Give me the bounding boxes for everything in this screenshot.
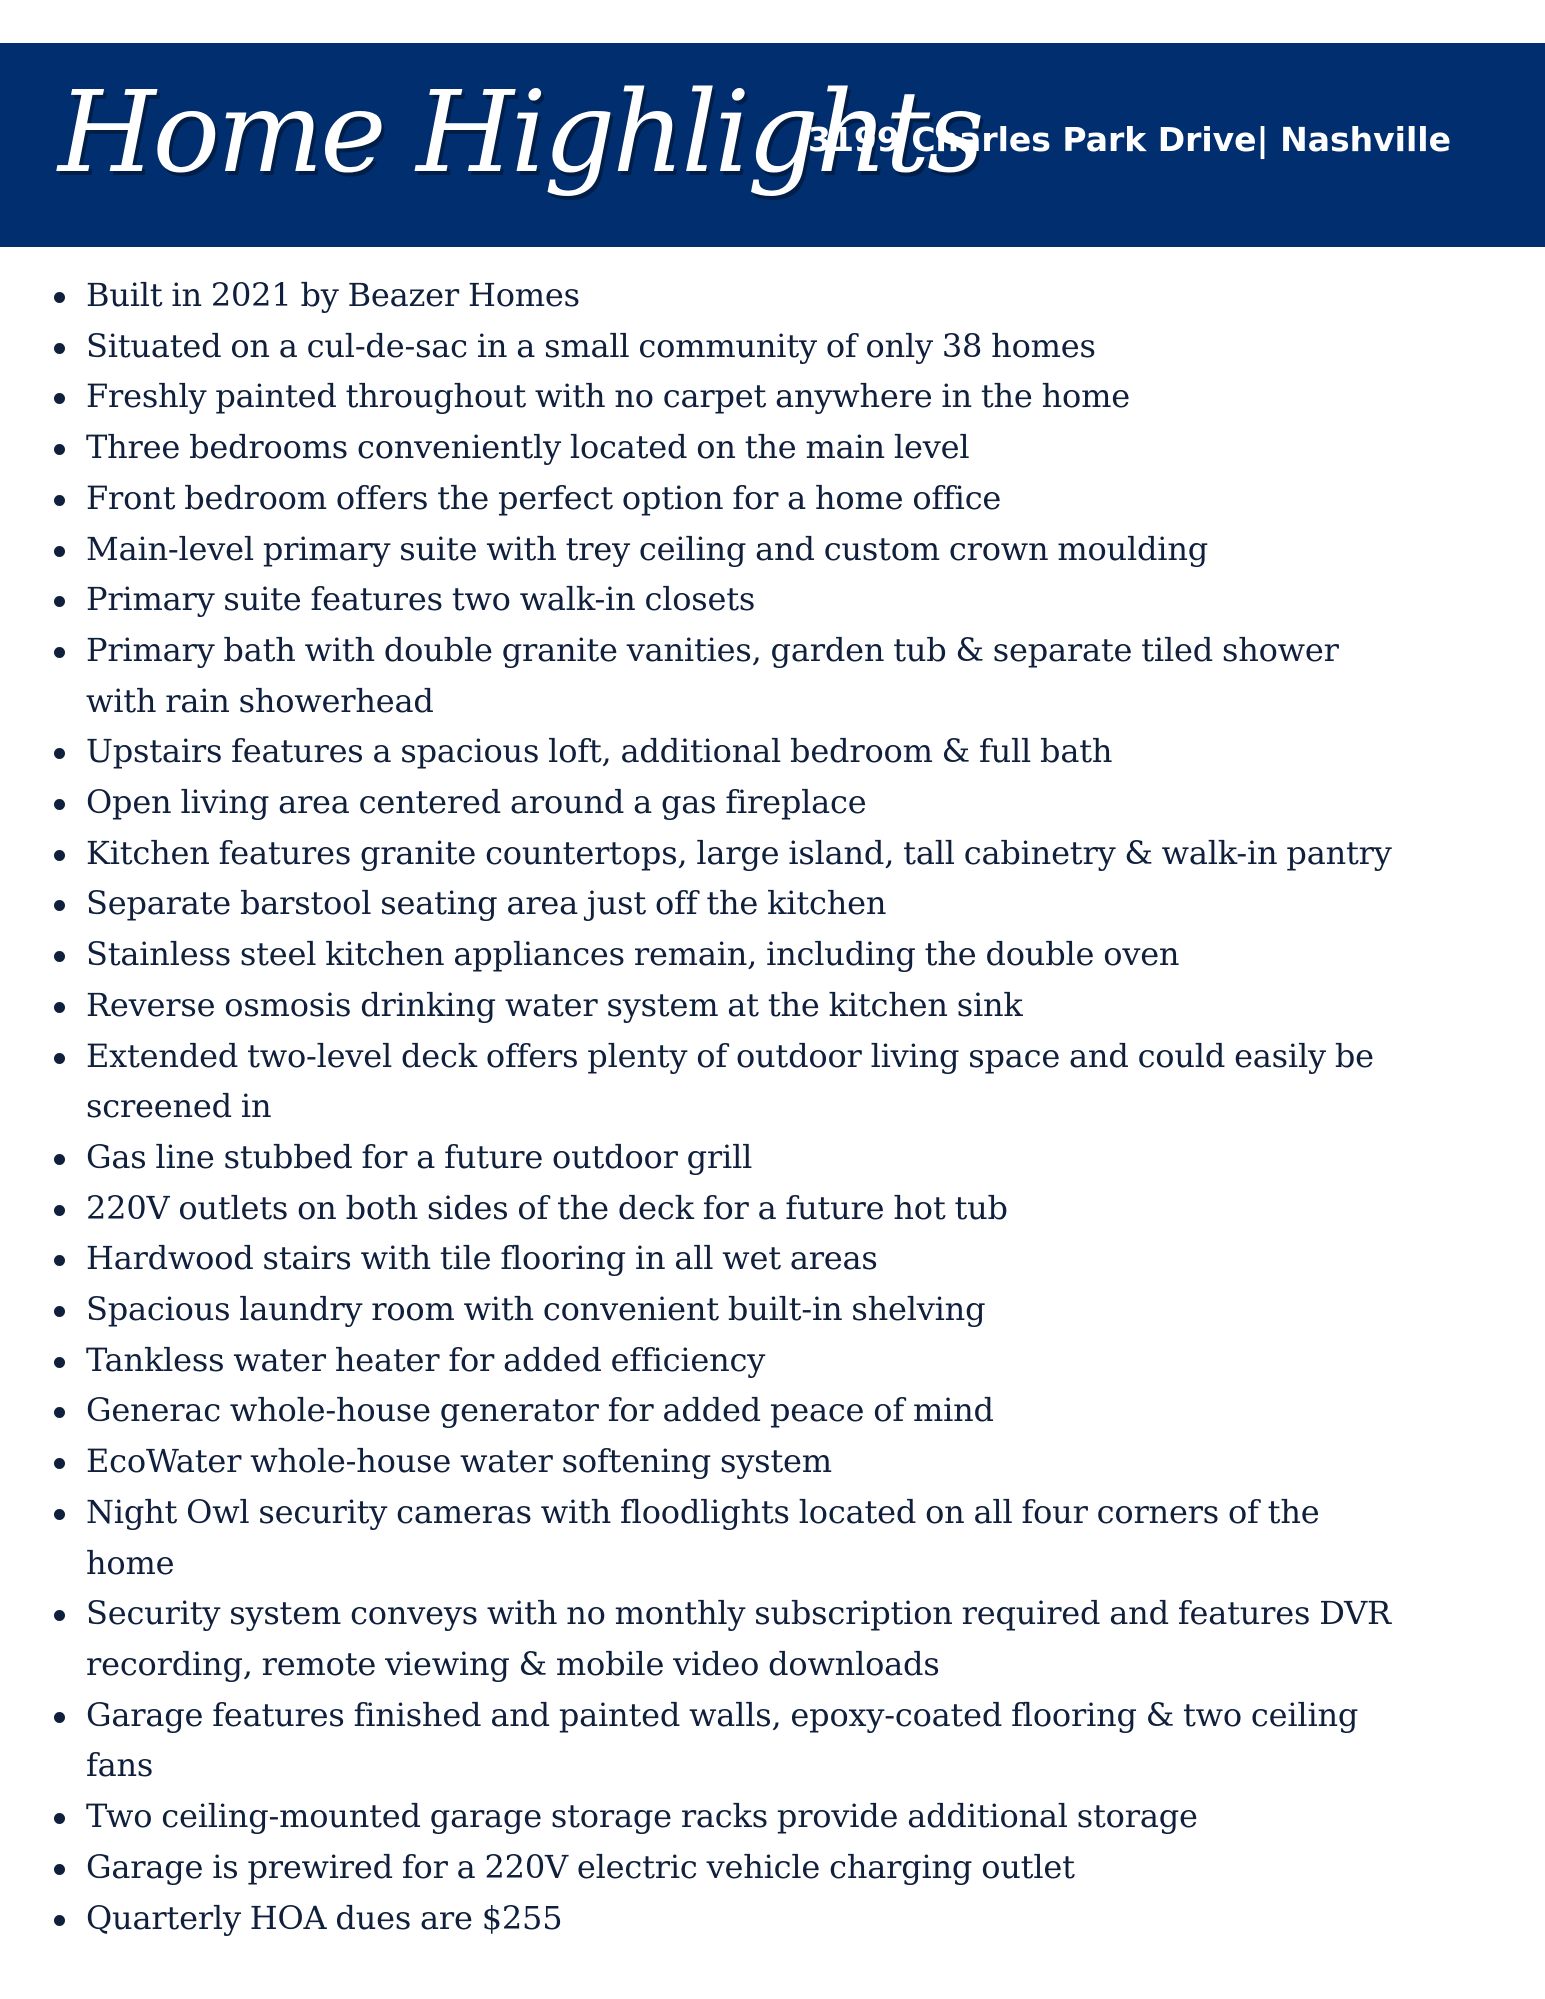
bullet-icon — [54, 1712, 65, 1723]
list-item — [86, 1385, 1416, 1436]
bullet-icon — [54, 1407, 65, 1418]
list-item — [86, 1335, 1416, 1386]
list-item — [86, 1588, 1416, 1689]
page-title: Home Highlights — [58, 68, 982, 198]
bullet-icon — [54, 1915, 65, 1926]
list-item-text: Generac whole-house generator for added peace of mind — [86, 1391, 994, 1430]
list-item — [86, 1132, 1416, 1183]
list-item — [86, 1487, 1416, 1588]
list-item-text: Stainless steel kitchen appliances remain, including the double oven — [86, 935, 1180, 974]
bullet-icon — [54, 951, 65, 962]
list-item-text: Open living area centered around a gas fireplace — [86, 783, 867, 822]
list-item-text: Primary suite features two walk-in closets — [86, 580, 756, 619]
bullet-icon — [54, 546, 65, 557]
bullet-icon — [54, 1813, 65, 1824]
list-item-text: Security system conveys with no monthly subscription required and features DVR recording, remote viewing & mobile video downloads — [86, 1594, 1391, 1683]
list-item — [86, 980, 1416, 1031]
bullet-icon — [54, 1255, 65, 1266]
list-item-text: Extended two-level deck offers plenty of outdoor living space and could easily be screened in — [86, 1036, 1374, 1126]
list-item-text: Gas line stubbed for a future outdoor grill — [86, 1137, 753, 1176]
list-item — [86, 1284, 1416, 1335]
list-item — [86, 929, 1416, 980]
bullet-icon — [54, 1306, 65, 1317]
bullet-icon — [54, 1610, 65, 1621]
bullet-icon — [54, 900, 65, 911]
bullet-icon — [54, 1864, 65, 1875]
list-item — [86, 1233, 1416, 1284]
list-item-text: Situated on a cul-de-sac in a small community of only 38 homes — [86, 326, 1096, 365]
list-item — [86, 422, 1416, 473]
list-item-text: Front bedroom offers the perfect option for a home office — [86, 478, 1002, 517]
bullet-icon — [54, 1002, 65, 1013]
highlights-list — [86, 270, 1416, 1943]
list-item-text: Freshly painted throughout with no carpet anywhere in the home — [86, 377, 1130, 416]
list-item-text: Three bedrooms conveniently located on the main level — [86, 428, 970, 467]
list-item — [86, 878, 1416, 929]
list-item — [86, 1031, 1416, 1132]
list-item — [86, 1893, 1416, 1944]
bullet-icon — [54, 444, 65, 455]
list-item-text: Reverse osmosis drinking water system at the kitchen sink — [86, 985, 1023, 1024]
list-item — [86, 726, 1416, 777]
list-item-text: Upstairs features a spacious loft, additional bedroom & full bath — [86, 732, 1113, 771]
list-item — [86, 828, 1416, 879]
bullet-icon — [54, 1458, 65, 1469]
bullet-icon — [54, 850, 65, 861]
bullet-icon — [54, 799, 65, 810]
list-item — [86, 270, 1416, 321]
bullet-icon — [54, 292, 65, 303]
list-item-text: Hardwood stairs with tile flooring in all wet areas — [86, 1239, 878, 1278]
list-item — [86, 574, 1416, 625]
list-item-text: 220V outlets on both sides of the deck for a future hot tub — [86, 1188, 1008, 1227]
list-item-text: EcoWater whole-house water softening system — [86, 1442, 832, 1481]
list-item — [86, 1842, 1416, 1893]
bullet-icon — [54, 647, 65, 658]
bullet-icon — [54, 343, 65, 354]
list-item-text: Night Owl security cameras with floodlights located on all four corners of the home — [86, 1492, 1320, 1582]
list-item-text: Garage is prewired for a 220V electric vehicle charging outlet — [86, 1847, 1075, 1886]
list-item — [86, 524, 1416, 575]
bullet-icon — [54, 1509, 65, 1520]
list-item — [86, 1791, 1416, 1842]
bullet-icon — [54, 596, 65, 607]
list-item-text: Kitchen features granite countertops, large island, tall cabinetry & walk-in pantry — [86, 833, 1392, 872]
list-item-text: Tankless water heater for added efficiency — [86, 1340, 766, 1379]
list-item — [86, 1183, 1416, 1234]
bullet-icon — [54, 748, 65, 759]
list-item-text: Garage features finished and painted walls, epoxy-coated flooring & two ceiling fans — [86, 1695, 1359, 1785]
list-item-text: Separate barstool seating area just off the kitchen — [86, 884, 887, 923]
bullet-icon — [54, 1357, 65, 1368]
bullet-icon — [54, 1205, 65, 1216]
property-address: 3199 Charles Park Drive| Nashville — [808, 120, 1451, 159]
list-item — [86, 625, 1416, 726]
list-item — [86, 321, 1416, 372]
list-item-text: Quarterly HOA dues are $255 — [86, 1898, 563, 1937]
list-item — [86, 473, 1416, 524]
list-item-text: Built in 2021 by Beazer Homes — [86, 276, 580, 314]
bullet-icon — [54, 1154, 65, 1165]
bullet-icon — [54, 393, 65, 404]
list-item-text: Primary bath with double granite vanities, garden tub & separate tiled shower with rain showerhead — [86, 630, 1339, 720]
bullet-icon — [54, 495, 65, 506]
list-item-text: Main-level primary suite with trey ceiling and custom crown moulding — [86, 529, 1209, 568]
bullet-icon — [54, 1053, 65, 1064]
list-item — [86, 1690, 1416, 1791]
list-item — [86, 777, 1416, 828]
list-item — [86, 1436, 1416, 1487]
list-item-text: Spacious laundry room with convenient built-in shelving — [86, 1290, 986, 1329]
list-item-text: Two ceiling-mounted garage storage racks provide additional storage — [86, 1797, 1198, 1836]
list-item — [86, 371, 1416, 422]
